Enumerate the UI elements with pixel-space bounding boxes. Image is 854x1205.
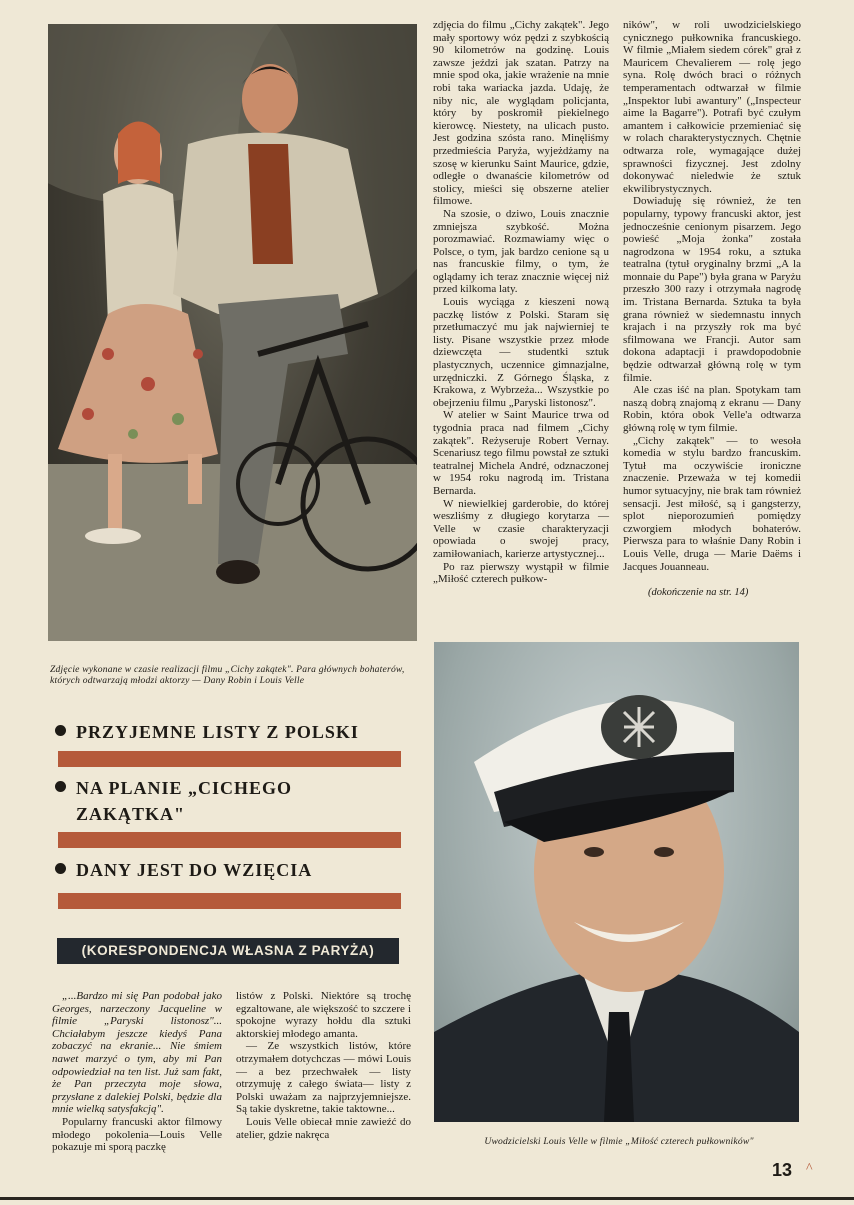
paragraph: Louis Velle obiecał mnie zawieźć do atelier, gdzie nakręca: [236, 1115, 411, 1141]
page-number: 13: [772, 1160, 793, 1180]
paragraph: Ale czas iść na plan. Spotykam tam naszą dobrą znajomą z ekranu — Dany Robin, która obok Velle'a odtwarza główną rolę w tym filmie.: [623, 384, 801, 434]
paragraph: — Ze wszystkich listów, które otrzymałem dotychczas — mówi Louis — a bez przechwałek — listy otrzymuję z całego świata— listy z Polski uważam za najprzyjemniejsze. Są takie dyskretne, takie taktowne...: [236, 1040, 411, 1116]
article-column-d: [236, 990, 411, 1141]
subheadline: (KORESPONDENCJA WŁASNA Z PARYŻA): [57, 938, 399, 964]
letter-quote: „...Bardzo mi się Pan podobał jako Georges, narzeczony Jacqueline w filmie „Paryski listonosz"... Chciałabym jeszcze kiedyś Pana zobaczyć na ekranie... Nie śmiem nawet marzyć o tym, aby mi Pan odpowiedział na ten list. Już sam fakt, że Pan przeczyta moje słowa, przysłane z dalekiej Polski, będzie dla mnie wielką satysfakcją".: [52, 990, 222, 1116]
page-mark-icon: ^: [806, 1161, 813, 1176]
headline-2: NA PLANIE „CICHEGO ZAKĄTKA": [55, 775, 336, 827]
bicycle-couple-illustration: [48, 24, 417, 641]
decorative-bar: [58, 751, 401, 767]
paragraph: W niewielkiej garderobie, do której weszliśmy z długiego korytarza — Velle w czasie charakteryzacji opowiada o swojej pracy, zamiłowaniach, karierze artystycznej...: [433, 497, 609, 560]
paragraph: zdjęcia do filmu „Cichy zakątek". Jego mały sportowy wóz pędzi z szybkością 90 kilometrów na godzinę. Louis zawsze jeździ jak szatan. Patrzy na mnie spod oka, jakie wrażenie na mnie robi taka wariacka jazda. Udaję, że niby nic, ale wyglądam policjanta, który by poskromił piekielnego kierowcę. Niestety, na ulicach pusto. Jest godzina szósta rano. Minęliśmy przedmieścia Paryża, wyjeżdżamy na szosę w kierunku Saint Maurice, gdzie, odległe o dwanaście kilometrów od stolicy, mieści się obszerne atelier filmowe.: [433, 19, 609, 208]
bullet-icon: [55, 725, 66, 736]
article-column-b: [623, 19, 801, 573]
photo-caption-top: Zdjęcie wykonane w czasie realizacji filmu „Cichy zakątek". Para głównych bohaterów, których odtwarzają młodzi aktorzy — Dany Robin i Louis Velle: [50, 664, 405, 686]
paragraph: Po raz pierwszy wystąpił w filmie „Miłość czterech pułkow-: [433, 560, 609, 586]
paragraph: W atelier w Saint Maurice trwa od tygodnia praca nad filmem „Cichy zakątek". Reżyseruje Robert Vernay. Scenariusz tego filmu powstał ze sztuki teatralnej Michela André, odznaczonej w 1954 roku nagrodą im. Tristana Bernarda.: [433, 409, 609, 497]
decorative-bar: [58, 832, 401, 848]
paragraph: Popularny francuski aktor filmowy młodego pokolenia—Louis Velle pokazuje mi sporą paczkę: [52, 1115, 222, 1154]
photo-caption-bottom: Uwodzicielski Louis Velle w filmie „Miłość czterech pułkowników": [484, 1136, 754, 1147]
paragraph: ników", w roli uwodzicielskiego cynicznego pułkownika francuskiego. W filmie „Miałem siedem córek" grał z Mauricem Chevalierem — rolę jego syna. Rolę dwóch braci o różnych temperamentach odtwarzał w filmie „Inspektor lubi awantury" („Inspecteur aime la Bagarre"). Potrafi być czułym amantem i całkowicie przemieniać się w rolach charakterystycznych. Chętnie odtwarza role, wymagające dużej sprawności fizycznej. Jest zdolny dokonywać nieledwie że sztuk ekwilibrystycznych.: [623, 19, 801, 195]
paragraph: „Cichy zakątek" — to wesoła komedia w stylu bardzo francuskim. Tytuł ma oczywiście ironiczne znaczenie. Przeważa w tej komedii humor sytuacyjny, nie brak tam również sensacji. Jest miłość, są i gangsterzy, splot nieporozumień pomiędzy czworgiem młodych bohaterów. Pierwsza para to właśnie Dany Robin i Louis Velle, druga — Marie Daëms i Jacques Jouanneau.: [623, 434, 801, 573]
article-column-a: [433, 19, 609, 586]
paragraph: Dowiaduję się również, że ten popularny, typowy francuski aktor, jest jednocześnie cenionym pisarzem. Jego powieść „Moja żonka" została nagrodzona w 1954 roku, a sztuka teatralna (tytuł oryginalny brzmi „A la monnaie du Pape") była grana w Paryżu przeszło 300 razy i otrzymała nagrodę im. Tristana Bernarda. Sztuka ta była grana również w siedemnastu innych krajach i na przyszły rok ma być sfilmowana we Francji. Autor sam dokona adaptacji i prawdopodobnie będzie odtwarzał główną rolę w tym filmie.: [623, 195, 801, 384]
article-column-c: [52, 990, 222, 1154]
continuation-note: (dokończenie na str. 14): [648, 587, 749, 598]
headline-1: PRZYJEMNE LISTY Z POLSKI: [55, 719, 359, 745]
headline-3: DANY JEST DO WZIĘCIA: [55, 857, 312, 883]
bullet-icon: [55, 781, 66, 792]
decorative-bar: [58, 893, 401, 909]
film-set-photo: [48, 24, 417, 641]
paragraph: Louis wyciąga z kieszeni nową paczkę listów z Polski. Staram się przetłumaczyć mu jak najwierniej te listy. Pisane wszystkie przez młode dziewczęta — studentki sztuk plastycznych, uczennice gimnazjalne, urzędniczki. Z Górnego Śląska, z Krakowa, z Wybrzeża... Wszystkie po obejrzeniu filmu „Paryski listonosz".: [433, 296, 609, 409]
bullet-icon: [55, 863, 66, 874]
bottom-rule: [0, 1197, 854, 1200]
paragraph: Na szosie, o dziwo, Louis znacznie zmniejsza szybkość. Można porozmawiać. Rozmawiamy więc o Polsce, o tym, jak bardzo cenione są u nas francuskie filmy, o tym, że oglądamy ich teraz znacznie więcej niż przed kilkoma laty.: [433, 207, 609, 296]
paragraph: listów z Polski. Niektóre są trochę egzaltowane, ale większość to szczere i spokojne wyrazy hołdu dla sztuki aktorskiej młodego amanta.: [236, 990, 411, 1040]
sailor-cap-portrait-illustration: [434, 642, 799, 1122]
portrait-photo: [434, 642, 799, 1122]
